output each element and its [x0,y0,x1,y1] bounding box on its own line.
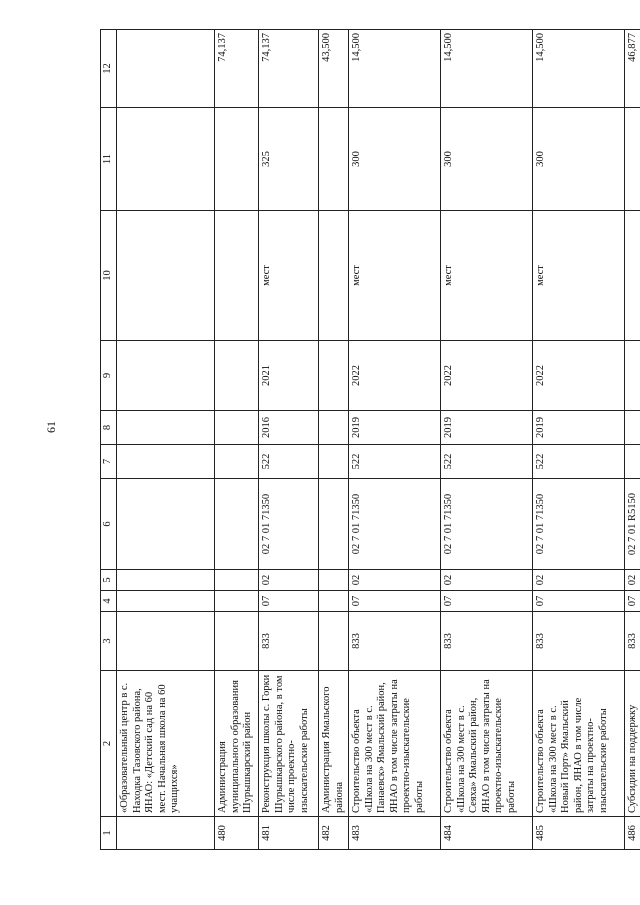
col11-value: 300 [533,108,625,211]
header-row [101,30,117,850]
row-name: Строительство объекта «Школа на 300 мест в с. Новый Порт» Ямальский район, ЯНАО в том числе затраты на проектно-изыскательские работы [533,671,625,817]
col10-value [625,211,640,341]
col9-value: 2021 [259,341,319,411]
col6-value [319,479,349,570]
col6-value: 02 7 01 71350 [259,479,319,570]
col12-value: 74,137 [259,30,319,108]
col-header-2: 2 [101,671,117,817]
row-name: Администрация муниципального образования Шурышкарский район [215,671,259,817]
row-number: 485 [533,817,625,850]
col5-value [117,570,215,591]
col-header-12: 12 [101,30,117,108]
col11-value: 300 [349,108,441,211]
col-header-10: 10 [101,211,117,341]
col5-value: 02 [259,570,319,591]
col9-value: 2022 [349,341,441,411]
table-row [625,30,640,850]
col12-value: 74,137 [215,30,259,108]
col7-value: 522 [259,445,319,479]
col12-value [117,30,215,108]
col-header-9: 9 [101,341,117,411]
row-number: 481 [259,817,319,850]
col8-value [319,411,349,445]
col12-value: 14,500 [441,30,533,108]
col8-value: 2016 [259,411,319,445]
col6-value: 02 7 01 71350 [349,479,441,570]
col5-value: 02 [625,570,640,591]
table-row [319,30,349,850]
col3-value: 833 [349,612,441,671]
col6-value [117,479,215,570]
row-name: Строительство объекта «Школа на 300 мест в с. Сеяха» Ямальский район, ЯНАО в том числе затраты на проектно-изыскательские работы [441,671,533,817]
col10-value: мест [349,211,441,341]
col3-value: 833 [259,612,319,671]
col8-value [215,411,259,445]
col9-value: 2022 [441,341,533,411]
table-row [259,30,319,850]
col5-value [319,570,349,591]
col4-value: 07 [259,591,319,612]
row-number: 483 [349,817,441,850]
col6-value [215,479,259,570]
col11-value [319,108,349,211]
col-header-4: 4 [101,591,117,612]
col5-value: 02 [533,570,625,591]
table-row [349,30,441,850]
row-name: Субсидии на поддержку [625,671,640,817]
col8-value [117,411,215,445]
col5-value: 02 [441,570,533,591]
col4-value: 07 [533,591,625,612]
col10-value: мест [259,211,319,341]
row-number: 480 [215,817,259,850]
col5-value [215,570,259,591]
col7-value [625,445,640,479]
col-header-3: 3 [101,612,117,671]
col3-value [215,612,259,671]
col7-value [117,445,215,479]
col10-value: мест [533,211,625,341]
col4-value: 07 [349,591,441,612]
col-header-5: 5 [101,570,117,591]
col4-value: 07 [441,591,533,612]
col-header-6: 6 [101,479,117,570]
row-name: «Образовательный центр в с. Находка Тазовского района, ЯНАО: «Детский сад на 60 мест. Начальная школа на 60 учащихся» [117,671,215,817]
row-number: 484 [441,817,533,850]
row-number [117,817,215,850]
row-name: Администрация Ямальского района [319,671,349,817]
col7-value: 522 [349,445,441,479]
col9-value [625,341,640,411]
col6-value: 02 7 01 71350 [441,479,533,570]
col10-value: мест [441,211,533,341]
col11-value: 325 [259,108,319,211]
col4-value [215,591,259,612]
row-name: Реконструкция школы с. Горки Шурышкарского района, в том числе проектно-изыскательские работы [259,671,319,817]
col9-value [117,341,215,411]
page-number: 61 [44,421,58,433]
row-number: 486 [625,817,640,850]
col8-value: 2019 [441,411,533,445]
col3-value: 833 [533,612,625,671]
row-name: Строительство объекта «Школа на 300 мест в с. Панаевск» Ямальский район, ЯНАО в том числе затраты на проектно-изыскательские работы [349,671,441,817]
col3-value [117,612,215,671]
col4-value [319,591,349,612]
col9-value [319,341,349,411]
col-header-1: 1 [101,817,117,850]
col-header-11: 11 [101,108,117,211]
table-row [215,30,259,850]
col8-value: 2019 [533,411,625,445]
rotated-table-container [100,30,638,850]
col12-value: 14,500 [533,30,625,108]
col9-value: 2022 [533,341,625,411]
col9-value [215,341,259,411]
col11-value [215,108,259,211]
col12-value: 14,500 [349,30,441,108]
table-row [117,30,215,850]
col-header-8: 8 [101,411,117,445]
col8-value: 2019 [349,411,441,445]
col11-value: 300 [441,108,533,211]
col12-value: 43,500 [319,30,349,108]
col4-value [117,591,215,612]
col6-value: 02 7 01 71350 [533,479,625,570]
table-row [533,30,625,850]
col3-value [319,612,349,671]
col-header-7: 7 [101,445,117,479]
col3-value: 833 [625,612,640,671]
col12-value: 46,877 [625,30,640,108]
table-row [441,30,533,850]
col8-value [625,411,640,445]
col7-value: 522 [533,445,625,479]
row-number: 482 [319,817,349,850]
col6-value: 02 7 01 R5150 [625,479,640,570]
col3-value: 833 [441,612,533,671]
budget-table [100,29,640,850]
col5-value: 02 [349,570,441,591]
col7-value: 522 [441,445,533,479]
col11-value [117,108,215,211]
col4-value: 07 [625,591,640,612]
col10-value [117,211,215,341]
col10-value [319,211,349,341]
col7-value [215,445,259,479]
col10-value [215,211,259,341]
col11-value [625,108,640,211]
col7-value [319,445,349,479]
